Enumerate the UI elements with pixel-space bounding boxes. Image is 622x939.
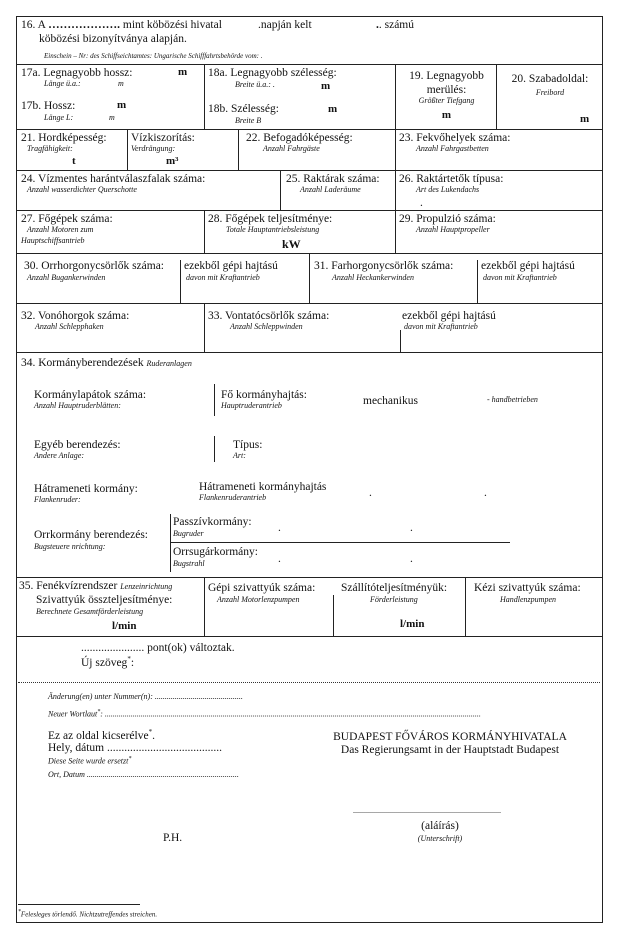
- field-33-powered-label: ezekből gépi hajtású: [402, 310, 496, 322]
- col-divider: [204, 303, 205, 352]
- field-33-powered-german: davon mit Kraftantrieb: [404, 322, 478, 331]
- main-steering-value-german: - handbetrieben: [487, 395, 538, 404]
- field-22-german: Anzahl Fahrgäste: [263, 144, 320, 153]
- field-26-german: Art des Lukendachs: [416, 185, 480, 194]
- office-name: BUDAPEST FŐVÁROS KORMÁNYHIVATALA: [333, 731, 567, 743]
- field-22-label: 22. Befogadóképesség:: [246, 132, 353, 144]
- field-25-german: Anzahl Laderäume: [300, 185, 361, 194]
- flank-rudder-german: Flankenruder:: [34, 495, 81, 504]
- col-divider: [465, 577, 466, 636]
- neuer-wortlaut-line: Neuer Wortlaut*: ............................................................................................................................................................................................: [48, 709, 481, 719]
- other-equipment-german: Andere Anlage:: [34, 451, 84, 460]
- office-name-german: Das Regierungsamt in der Hauptstadt Budapest: [340, 744, 560, 756]
- passive-rudder-dot: .: [278, 522, 281, 534]
- bow-steering-german: Bugsteuere nrichtung:: [34, 542, 106, 551]
- col-divider: [204, 210, 205, 253]
- col-divider: [309, 253, 310, 303]
- delivery-german: Förderleistung: [370, 595, 418, 604]
- field-23-german: Anzahl Fahrgastbetten: [416, 144, 489, 153]
- sec34-title: 34. Kormányberendezések Ruderanlagen: [21, 357, 192, 369]
- col-divider: [400, 330, 401, 352]
- bow-steering-label: Orrkormány berendezés:: [34, 529, 148, 541]
- field-23-label: 23. Fekvőhelyek száma:: [399, 132, 511, 144]
- field-17a-unit: m: [178, 66, 188, 78]
- flank-drive-german: Flankenruderantrieb: [199, 493, 267, 502]
- field-31-powered-label: ezekből gépi hajtású: [481, 260, 575, 272]
- stamp-place: P.H.: [163, 832, 183, 844]
- row-divider: [16, 64, 603, 65]
- col-divider: [395, 129, 396, 170]
- field-24-german: Anzahl wasserdichter Querschotte: [27, 185, 137, 194]
- field-21-german: Tragfähigkeit:: [27, 144, 73, 153]
- field-19-german: Größter Tiefgang: [418, 96, 475, 105]
- row-divider: [16, 170, 603, 171]
- new-text-line: [18, 682, 600, 683]
- page-replaced-label: Ez az oldal kicserélve*.: [48, 728, 155, 742]
- pumps-total-label: Szivattyúk összteljesítménye:: [36, 594, 173, 606]
- footnote-rule: [18, 904, 140, 905]
- row-divider: [16, 303, 603, 304]
- field-31-powered-german: davon mit Kraftantrieb: [483, 273, 557, 282]
- signature-label: (aláírás): [421, 820, 459, 832]
- footnote: *Felesleges törlendő. Nichtzutreffendes streichen.: [18, 909, 158, 919]
- field-30-powered-label: ezekből gépi hajtású: [184, 260, 278, 272]
- sec16-line2: köbözési bizonyítványa alapján.: [39, 33, 187, 45]
- field-26-label: 26. Raktártetők típusa:: [399, 173, 504, 185]
- field-17a-german: Länge ü.a.:: [44, 79, 81, 88]
- type-label: Típus:: [233, 439, 263, 451]
- pumps-total-german: Berechnete Gesamtförderleistung: [36, 607, 144, 616]
- field-33-german: Anzahl Schleppwinden: [230, 322, 303, 331]
- field-17b-german-unit: m: [109, 113, 115, 122]
- field-28-german: Totale Hauptantriebsleistung: [226, 225, 320, 234]
- field-26-dot: .: [420, 197, 423, 209]
- changed-points: ...................... pont(ok) változtak.: [81, 642, 235, 654]
- passive-rudder-label: Passzívkormány:: [173, 516, 252, 528]
- flank-drive-dot-2: .: [484, 487, 487, 499]
- field-21-label: 21. Hordképesség:: [21, 132, 107, 144]
- col-divider: [127, 129, 128, 170]
- col-divider: [280, 170, 281, 210]
- hand-pumps-label: Kézi szivattyúk száma:: [474, 582, 581, 594]
- sec16-german: Einschein – Nr: des Schiffseichtamtes: Ungarische Schifffahrtsbehörde vom: .: [44, 52, 263, 60]
- field-20-label: 20. Szabadoldal:: [511, 73, 589, 85]
- flank-rudder-label: Hátrameneti kormány:: [34, 483, 138, 495]
- bow-thruster-dot: .: [278, 553, 281, 565]
- row-divider: [16, 129, 603, 130]
- field-17b-german: Länge L:: [44, 113, 74, 122]
- field-30-powered-german: davon mit Kraftantrieb: [186, 273, 260, 282]
- bow-thruster-dot-2: .: [410, 553, 413, 565]
- other-equipment-label: Egyéb berendezés:: [34, 439, 121, 451]
- sec34-divider: [214, 436, 215, 462]
- col-divider: [238, 129, 239, 170]
- field-25-label: 25. Raktárak száma:: [286, 173, 380, 185]
- col-divider: [180, 260, 181, 303]
- field-27-german-2: Hauptschiffsantrieb: [21, 236, 85, 245]
- hand-pumps-german: Handlenzpumpen: [500, 595, 556, 604]
- page-replaced-german: Diese Seite wurde ersetzt*: [48, 756, 132, 766]
- field-17b-unit: m: [117, 99, 127, 111]
- col-divider: [395, 64, 396, 129]
- row-divider: [16, 577, 603, 578]
- motor-pumps-german: Anzahl Motorlenzpumpen: [217, 595, 300, 604]
- passive-rudder-dot-2: .: [410, 522, 413, 534]
- rudder-blades-german: Anzahl Hauptruderblätten:: [34, 401, 121, 410]
- delivery-unit: l/min: [400, 618, 425, 630]
- field-33-label: 33. Vontatócsörlők száma:: [208, 310, 330, 322]
- rudder-blades-label: Kormánylapátok száma:: [34, 389, 147, 401]
- field-24-label: 24. Vízmentes harántválaszfalak száma:: [21, 173, 206, 185]
- field-30-label: 30. Orrhorgonycsörlők száma:: [24, 260, 164, 272]
- col-divider: [395, 170, 396, 210]
- passive-rudder-german: Bugruder: [173, 529, 204, 538]
- aenderung-line: Änderung(en) unter Nummer(n): ............................................: [48, 692, 243, 701]
- field-19-label: 19. Legnagyobb: [409, 70, 484, 82]
- motor-pumps-label: Gépi szivattyúk száma:: [208, 582, 316, 594]
- sec34-divider: [170, 514, 171, 572]
- col-divider: [204, 64, 205, 129]
- ort-datum-line: Ort, Datum ............................................................................: [48, 770, 239, 779]
- field-18a-label: 18a. Legnagyobb szélesség:: [208, 67, 337, 79]
- field-18b-label: 18b. Szélesség:: [208, 103, 279, 115]
- sec16-line1: 16. A ………………. mint köbözési hivatal: [21, 19, 222, 31]
- flank-drive-label: Hátrameneti kormányhajtás: [199, 481, 327, 493]
- sec35-label: 35. Fenékvízrendszer Lenzeinrichtung: [19, 580, 173, 592]
- field-19-label-2: merülés:: [426, 84, 467, 96]
- sec34-subrule: [170, 542, 510, 543]
- field-displacement-german: Verdrängung:: [131, 144, 176, 153]
- field-displacement-label: Vízkiszorítás:: [131, 132, 195, 144]
- main-steering-label: Fő kormányhajtás:: [221, 389, 307, 401]
- signature-line: ..........................................................................: [353, 806, 501, 815]
- field-27-label: 27. Főgépek száma:: [21, 213, 113, 225]
- field-displacement-unit: m³: [166, 155, 179, 167]
- field-18b-unit: m: [328, 103, 338, 115]
- field-30-german: Anzahl Bugankerwinden: [27, 273, 106, 282]
- main-steering-german: Hauptruderantrieb: [221, 401, 282, 410]
- sec16-date: .napján kelt: [258, 19, 312, 31]
- new-text-label: Új szöveg*:: [81, 655, 135, 669]
- field-32-label: 32. Vonóhorgok száma:: [21, 310, 130, 322]
- field-32-german: Anzahl Schlepphaken: [35, 322, 104, 331]
- col-divider: [477, 260, 478, 303]
- field-18b-german: Breite B: [235, 116, 262, 125]
- field-19-unit: m: [441, 109, 452, 121]
- signature-german: (Unterschrift): [417, 834, 463, 843]
- col-divider: [395, 210, 396, 253]
- field-28-unit: kW: [282, 237, 301, 251]
- field-20-german: Freibord: [535, 88, 565, 97]
- field-18a-german: Breite ü.a.: .: [235, 80, 275, 89]
- main-steering-value: mechanikus: [363, 395, 418, 407]
- row-divider: [16, 352, 603, 353]
- field-31-german: Anzahl Heckankerwinden: [332, 273, 414, 282]
- type-german: Art:: [233, 451, 246, 460]
- field-28-label: 28. Főgépek teljesítménye:: [208, 213, 333, 225]
- field-29-label: 29. Propulzió száma:: [399, 213, 496, 225]
- flank-drive-dot: .: [369, 487, 372, 499]
- field-29-german: Anzahl Hauptpropeller: [416, 225, 490, 234]
- sec34-divider: [214, 384, 215, 416]
- field-27-german: Anzahl Motoren zum: [27, 225, 94, 234]
- delivery-label: Szállítóteljesítményük:: [341, 582, 448, 594]
- pumps-total-unit: l/min: [112, 620, 137, 632]
- field-18a-unit: m: [321, 80, 331, 92]
- col-divider: [204, 577, 205, 636]
- row-divider: [16, 210, 603, 211]
- field-31-label: 31. Farhorgonycsörlők száma:: [314, 260, 454, 272]
- field-20-unit: m: [580, 113, 590, 125]
- place-date-line: Hely, dátum ........................................: [48, 742, 222, 754]
- field-17a-german-unit: m: [118, 79, 124, 88]
- bow-thruster-label: Orrsugárkormány:: [173, 546, 258, 558]
- bow-thruster-german: Bugstrahl: [173, 559, 205, 568]
- row-divider: [16, 636, 603, 637]
- sec16-number: .. számú: [376, 19, 415, 31]
- col-divider: [333, 595, 334, 636]
- field-17b-label: 17b. Hossz:: [21, 100, 76, 112]
- field-17a-label: 17a. Legnagyobb hossz:: [21, 67, 133, 79]
- field-21-unit: t: [72, 155, 76, 167]
